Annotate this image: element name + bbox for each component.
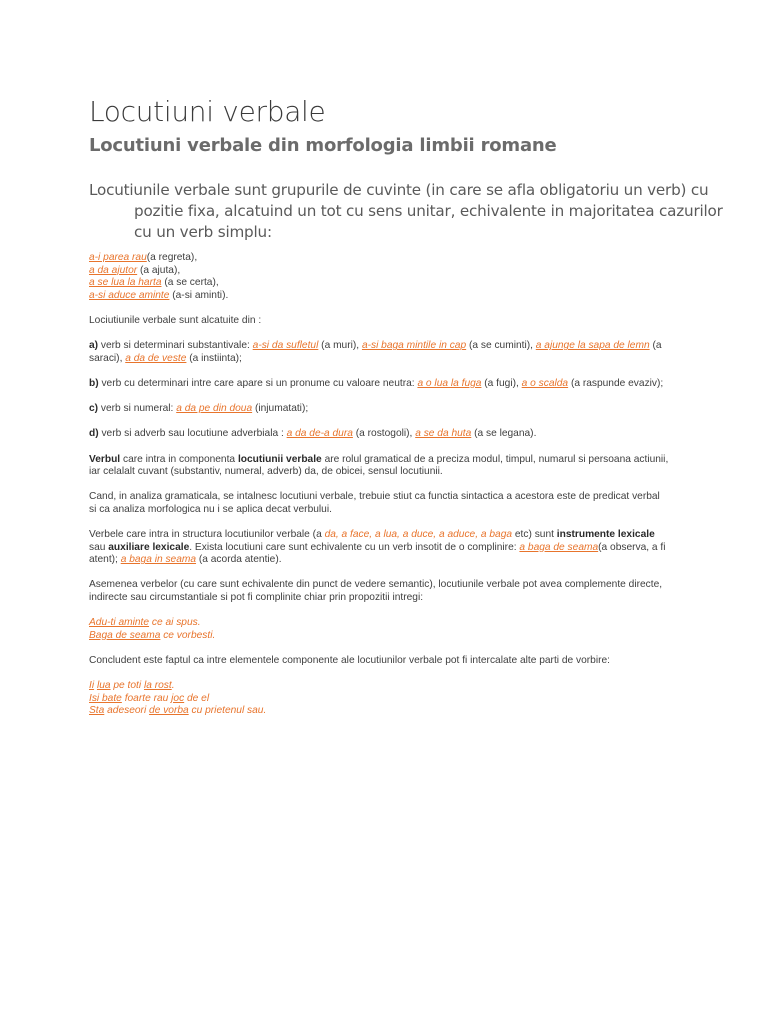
example-link[interactable]: lua [96, 680, 111, 692]
asemenea-paragraph: Asemenea verbelor (cu care sunt echivalente din punct de vedere semantic), locutiunile verbale pot avea complemente directe, indirecte sau circumstantiale si pot fi complinite chiar prin propozitii intregi: [89, 579, 663, 604]
example-gloss: (a-si aminti). [169, 289, 229, 301]
examples-list-2 [89, 617, 669, 642]
verbul-paragraph [89, 454, 669, 479]
example-rest: . [171, 680, 175, 692]
item-text: verb cu determinari intre care apare si un pronume cu valoare neutra: [98, 377, 418, 389]
item-text: (a se cuminti), [466, 340, 536, 352]
bold-term: auxiliare lexicale [108, 541, 190, 553]
item-text: (a se legana). [471, 428, 537, 440]
example-link[interactable]: a se da huta [415, 428, 472, 440]
item-c [89, 403, 669, 416]
example-rest: adeseori [104, 705, 150, 717]
example-gloss: (a se certa), [161, 277, 219, 289]
example-gloss: (a ajuta), [137, 264, 181, 276]
item-text: verb si determinari substantivale: [98, 340, 253, 352]
example-link[interactable]: Isi bate [89, 692, 122, 704]
bold-term: instrumente lexicale [556, 529, 655, 541]
verb-examples: da, a face, a lua, a duce, a aduce, a baga [324, 529, 513, 541]
example-link[interactable]: a da de-a dura [286, 428, 353, 440]
page-title: Locutiuni verbale [89, 95, 326, 128]
example-rest: ce ai spus. [149, 617, 201, 629]
intro-paragraph: Locutiunile verbale sunt grupurile de cuvinte (in care se afla obligatoriu un verb) cu pozitie fixa, alcatuind un tot cu sens unitar, echivalente in majoritatea cazurilor cu un verb simplu: [89, 181, 723, 241]
item-label: d) [89, 428, 99, 440]
paragraph-text: sau [89, 541, 109, 553]
item-text: verb si adverb sau locutiune adverbiala : [98, 428, 287, 440]
example-gloss: (a regreta), [146, 252, 198, 263]
example-link[interactable]: a baga in seama [120, 554, 197, 566]
page-subtitle: Locutiuni verbale din morfologia limbii romane [89, 135, 557, 156]
example-link[interactable]: a-si baga mintile in cap [361, 340, 467, 352]
item-text: (a fugi), [481, 377, 522, 389]
item-text: (a rostogoli), [352, 428, 416, 440]
alcatuite-paragraph: Lociutiunile verbale sunt alcatuite din : [89, 314, 262, 326]
item-text: verb si numeral: [98, 403, 177, 415]
example-link[interactable]: a-si da sufletul [252, 340, 319, 352]
example-rest: de el [184, 692, 210, 704]
item-text: (a muri), [318, 340, 362, 352]
example-rest: ce vorbesti. [160, 629, 216, 641]
example-link[interactable]: Baga de seama [89, 629, 161, 641]
paragraph-text: are rolul gramatical de a preciza modul, timpul, numarul si persoana actiunii, iar celalalt cuvant (substantiv, numeral, adverb) da, de obicei, sensul locutiunii. [89, 453, 669, 478]
example-link[interactable]: a da pe din doua [176, 403, 253, 415]
item-d [89, 428, 669, 441]
example-link[interactable]: Ii [89, 680, 95, 692]
example-link[interactable]: la rost [143, 680, 172, 692]
example-rest: pe toti [110, 680, 144, 692]
paragraph-text: (a observa, a fi atent); [89, 541, 666, 566]
example-link[interactable]: a o lua la fuga [417, 377, 482, 389]
example-link[interactable]: a baga de seama [519, 541, 599, 553]
bold-term: locutiunii verbale [237, 453, 322, 465]
paragraph-text: Verbele care intra in structura locutiunilor verbale (a [89, 529, 325, 541]
paragraph-text: etc) sunt [512, 529, 557, 541]
concludent-paragraph: Concludent este faptul ca intre elementele componente ale locutiunilor verbale pot fi intercalate alte parti de vorbire: [89, 655, 611, 666]
document-body [89, 252, 669, 731]
example-link[interactable]: a se lua la harta [89, 277, 162, 289]
cand-paragraph: Cand, in analiza gramaticala, se intalnesc locutiuni verbale, trebuie stiut ca functia sintactica a acestora este de predicat verbal si ca analiza morfologica nu i se aplica decat verbului. [89, 491, 660, 515]
verbele-paragraph [89, 529, 669, 567]
item-label: b) [89, 377, 99, 389]
item-a [89, 340, 669, 365]
examples-list [89, 252, 669, 302]
item-b [89, 378, 669, 391]
example-link[interactable]: a da ajutor [89, 264, 138, 276]
paragraph-text: (a acorda atentie). [196, 554, 282, 566]
bold-term: Verbul [89, 453, 121, 465]
example-link[interactable]: a-si aduce aminte [89, 289, 170, 301]
example-rest: foarte rau [121, 692, 172, 704]
item-text: (injumatati); [252, 403, 309, 415]
example-link[interactable]: a o scalda [521, 377, 569, 389]
item-text: (a instiinta); [186, 352, 242, 364]
example-link[interactable]: joc [171, 692, 185, 704]
example-rest: cu prietenul sau. [188, 705, 267, 717]
item-label: c) [89, 403, 99, 415]
example-link[interactable]: Sta [89, 705, 105, 717]
paragraph-text: . Exista locutiuni care sunt echivalente cu un verb insotit de o complinire: [189, 541, 520, 553]
example-link[interactable]: a-i parea rau [89, 252, 147, 263]
item-label: a) [89, 340, 99, 352]
example-link[interactable]: a da de veste [125, 352, 187, 364]
example-link[interactable]: de vorba [149, 705, 189, 717]
item-text: (a saraci), [89, 340, 662, 364]
examples-list-3 [89, 680, 669, 718]
example-link[interactable]: Adu-ti aminte [89, 617, 150, 629]
item-text: (a raspunde evaziv); [568, 377, 664, 389]
example-link[interactable]: a ajunge la sapa de lemn [535, 340, 650, 352]
paragraph-text: care intra in componenta [120, 453, 238, 465]
